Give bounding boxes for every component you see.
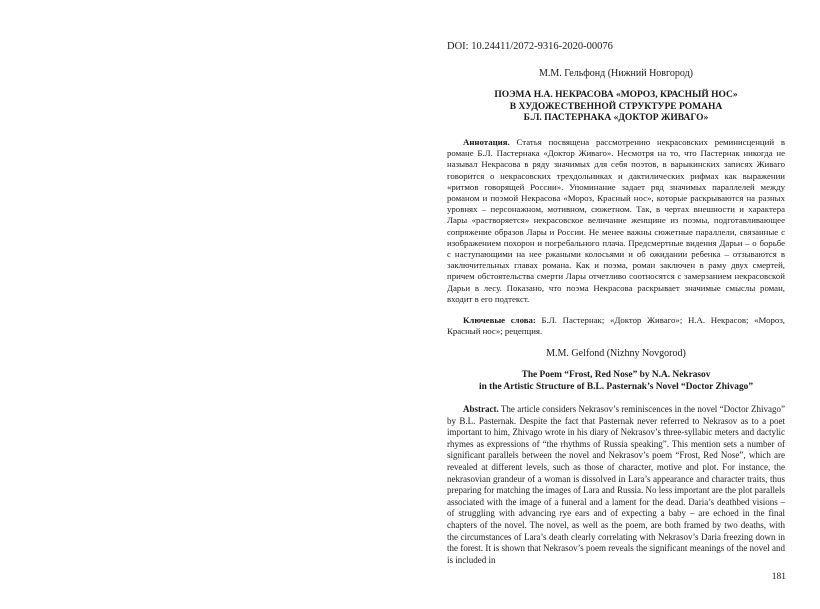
title-en-line-2: in the Artistic Structure of B.L. Pasternak’s Novel “Doctor Zhivago” bbox=[478, 381, 754, 392]
keywords-ru bbox=[447, 315, 785, 337]
page-number: 181 bbox=[771, 572, 786, 582]
abstract-en-text: The article considers Nekrasov’s reminiscences in the novel “Doctor Zhivago” by B.L. Pasternak. Despite the fact that Pasternak never referred to Nekrasov as to a poet important to him, Zhivago wrote in his diary of Nekrasov’s three-syllabic meters and dactylic rhymes as expressions of “the rhythms of Russia speaking”. This mention sets a number of significant parallels between the novel and Nekrasov’s poem “Frost, Red Nose”, which are revealed at different levels, such as those of character, motive and plot. For instance, the nekrasovian grandeur of a woman is dissolved in Lara’s appearance and character traits, thus preparing for matching the images of Lara and Russia. No less important are the plot parallels associated with the image of a funeral and a lament for the dead. Daria’s deathbed visions – of struggling with advancing rye ears and of expecting a baby – are echoed in the final chapters of the novel. The novel, as well as the poem, are both framed by two deaths, with the circumstances of Lara’s death clearly correlating with Nekrasov’s Daria freezing down in the forest. It is shown that Nekrasov’s poem reveals the significant meanings of the novel and is included in bbox=[447, 404, 785, 565]
title-ru-line-3: Б.Л. ПАСТЕРНАКА «ДОКТОР ЖИВАГО» bbox=[523, 113, 709, 123]
title-ru-line-1: ПОЭМА Н.А. НЕКРАСОВА «МОРОЗ, КРАСНЫЙ НОС» bbox=[494, 90, 738, 100]
keywords-ru-label: Ключевые слова: bbox=[463, 315, 536, 325]
title-en-line-1: The Poem “Frost, Red Nose” by N.A. Nekrasov bbox=[521, 370, 711, 380]
title-ru bbox=[447, 90, 785, 125]
abstract-ru-text: Статья посвящена рассмотрению некрасовских реминисценций в романе Б.Л. Пастернака «Доктор Живаго». Несмотря на то, что Пастернак никогда не называл Некрасова в ряду значимых для себя поэтов, в варыкинских записях Живаго говорится о некрасовских трехдольниках и дактилических рифмах как выражении «ритмов говорящей России». Упоминание задает ряд значимых параллелей между романом и поэмой Некрасова «Мороз, Красный нос», которые раскрываются на разных уровнях – персонажном, мотивном, сюжетном. Так, в чертах внешности и характера Лары «растворяется» некрасовское величание женщине из поэмы, подготавливающее сопряжение образов Лары и России. Не менее важны сюжетные параллели, связанные с изображением похорон и погребального плача. Предсмертные видения Дарьи – о борьбе с наступающими на нее ржаными колосьями и об ожидании ребенка – отзываются в заключительных главах романа. Как и поэма, роман заключен в раму двух смертей, причем обстоятельства смерти Лары отчетливо соотносятся с замерзанием некрасовской Дарьи в лесу. Показано, что поэма Некрасова раскрывает значимые смыслы роман, входит в его подтекст. bbox=[447, 137, 785, 304]
abstract-en bbox=[447, 404, 785, 566]
title-en bbox=[447, 370, 785, 393]
abstract-ru bbox=[447, 137, 785, 305]
author-en: M.M. Gelfond (Nizhny Novgorod) bbox=[546, 348, 686, 359]
title-ru-line-2: В ХУДОЖЕСТВЕННОЙ СТРУКТУРЕ РОМАНА bbox=[509, 101, 723, 112]
keywords-ru-text: Б.Л. Пастернак; «Доктор Живаго»; Н.А. Некрасов; «Мороз, Красный нос»; рецепция. bbox=[447, 315, 785, 337]
author-ru: М.М. Гельфонд (Нижний Новгород) bbox=[538, 68, 693, 79]
doi-line: DOI: 10.24411/2072-9316-2020-00076 bbox=[447, 41, 613, 52]
abstract-ru-label: Аннотация. bbox=[463, 137, 510, 147]
abstract-en-label: Abstract. bbox=[463, 404, 499, 414]
